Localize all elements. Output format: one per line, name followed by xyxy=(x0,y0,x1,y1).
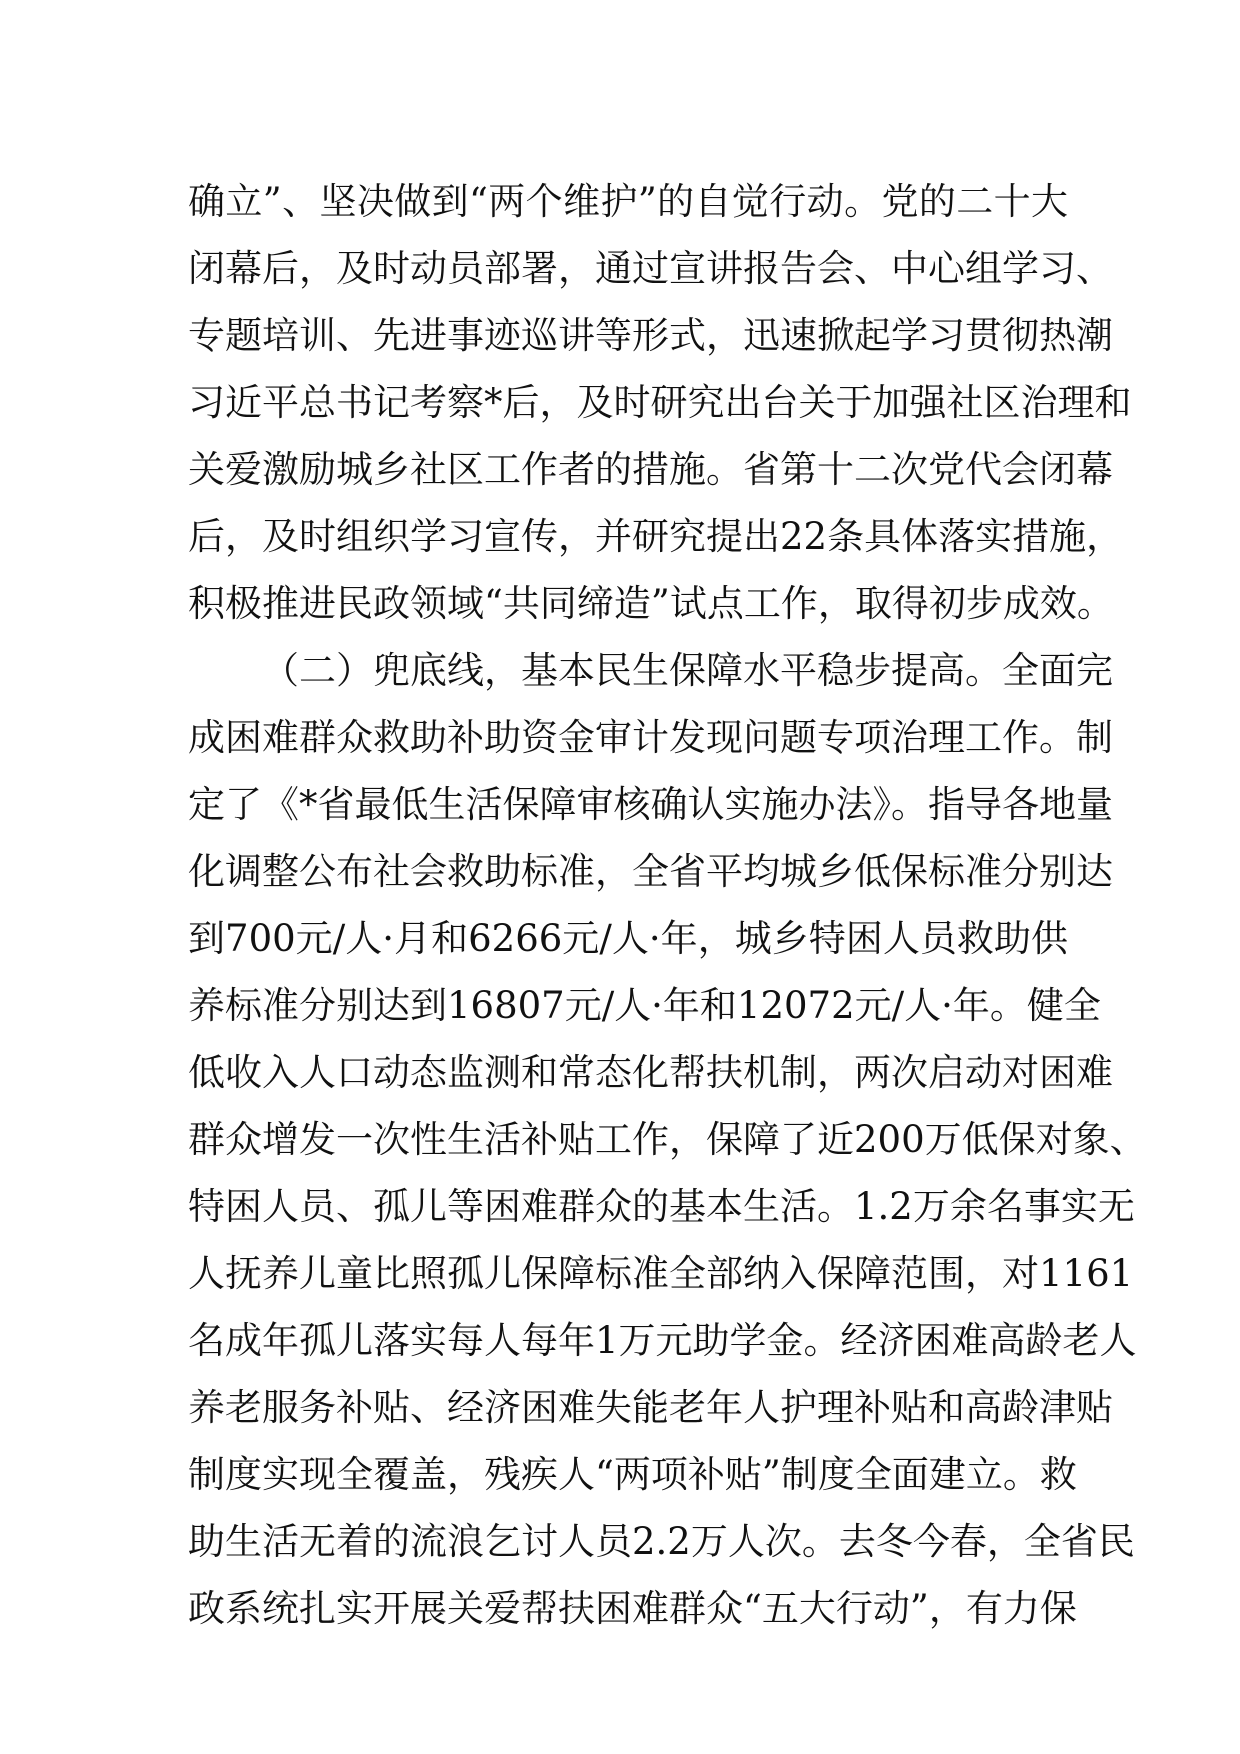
text-line: 养老服务补贴、经济困难失能老年人护理补贴和高龄津贴 xyxy=(188,1386,1113,1429)
text-line: 低收入人口动态监测和常态化帮扶机制，两次启动对困难 xyxy=(188,1051,1113,1094)
text-line: 闭幕后，及时动员部署，通过宣讲报告会、中心组学习、 xyxy=(188,247,1113,290)
text-line: 助生活无着的流浪乞讨人员2.2万人次。去冬今春，全省民 xyxy=(188,1520,1135,1563)
text-line: 名成年孤儿落实每人每年1万元助学金。经济困难高龄老人 xyxy=(188,1319,1137,1362)
text-line: 化调整公布社会救助标准，全省平均城乡低保标准分别达 xyxy=(188,850,1113,893)
text-line: 专题培训、先进事迹巡讲等形式，迅速掀起学习贯彻热潮 xyxy=(188,314,1113,357)
text-line: 政系统扎实开展关爱帮扶困难群众“五大行动”，有力保 xyxy=(188,1587,1077,1630)
text-line: 后，及时组织学习宣传，并研究提出22条具体落实措施， xyxy=(188,515,1124,558)
text-line: 人抚养儿童比照孤儿保障标准全部纳入保障范围，对1161 xyxy=(188,1252,1134,1295)
paragraph-1 xyxy=(188,168,1132,637)
text-line: 习近平总书记考察*后，及时研究出台关于加强社区治理和 xyxy=(188,381,1132,424)
text-line: 积极推进民政领域“共同缔造”试点工作，取得初步成效。 xyxy=(188,582,1114,625)
text-line: 定了《*省最低生活保障审核确认实施办法》。指导各地量 xyxy=(188,783,1113,826)
text-line: 成困难群众救助补助资金审计发现问题专项治理工作。制 xyxy=(188,716,1113,759)
text-line: 确立”、坚决做到“两个维护”的自觉行动。党的二十大 xyxy=(188,180,1068,223)
text-line: 到700元/人·月和6266元/人·年，城乡特困人员救助供 xyxy=(188,917,1068,960)
text-line: 养标准分别达到16807元/人·年和12072元/人·年。健全 xyxy=(188,984,1101,1027)
body-text xyxy=(188,168,1147,1642)
text-line: 群众增发一次性生活补贴工作，保障了近200万低保对象、 xyxy=(188,1118,1147,1161)
text-line: 制度实现全覆盖，残疾人“两项补贴”制度全面建立。救 xyxy=(188,1453,1077,1496)
paragraph-2 xyxy=(188,637,1147,1642)
text-line: 关爱激励城乡社区工作者的措施。省第十二次党代会闭幕 xyxy=(188,448,1113,491)
section-heading-line: （二）兜底线，基本民生保障水平稳步提高。全面完 xyxy=(262,649,1113,692)
text-line: 特困人员、孤儿等困难群众的基本生活。1.2万余名事实无 xyxy=(188,1185,1135,1228)
